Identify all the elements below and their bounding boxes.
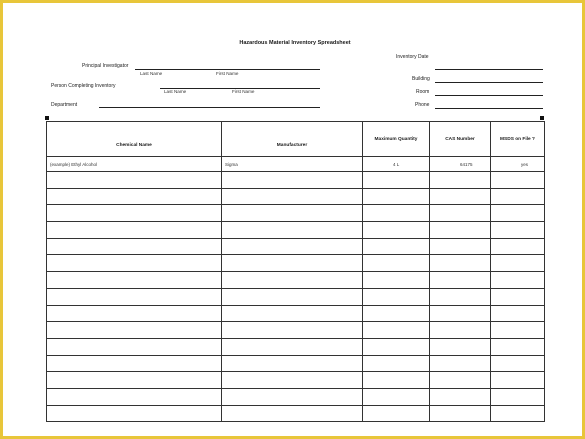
table-row	[47, 188, 545, 205]
table-cell[interactable]	[222, 205, 363, 222]
table-cell[interactable]	[430, 305, 491, 322]
table-cell[interactable]	[491, 255, 545, 272]
table-cell[interactable]	[47, 338, 222, 355]
table-cell[interactable]	[363, 372, 430, 389]
table-cell[interactable]	[47, 305, 222, 322]
table-row	[47, 172, 545, 189]
phone-label: Phone	[415, 102, 430, 108]
table-row	[47, 305, 545, 322]
table-cell[interactable]	[430, 355, 491, 372]
pc-first-name-label: First Name	[232, 89, 255, 94]
table-cell[interactable]	[491, 305, 545, 322]
table-row	[47, 255, 545, 272]
table-cell[interactable]	[491, 355, 545, 372]
corner-mark-left	[45, 116, 49, 120]
table-cell[interactable]	[430, 405, 491, 422]
table-cell[interactable]	[363, 305, 430, 322]
table-cell[interactable]	[222, 338, 363, 355]
table-cell[interactable]	[430, 222, 491, 239]
table-row	[47, 222, 545, 239]
table-cell[interactable]	[491, 388, 545, 405]
table-cell[interactable]	[491, 288, 545, 305]
pi-last-name-label: Last Name	[140, 71, 163, 76]
table-row	[47, 238, 545, 255]
table-cell[interactable]	[363, 388, 430, 405]
table-cell[interactable]	[222, 272, 363, 289]
table-cell[interactable]	[363, 205, 430, 222]
table-cell[interactable]	[430, 372, 491, 389]
department-label: Department	[51, 102, 78, 108]
col-msds-on-file: MSDS on File ?	[491, 122, 545, 157]
table-cell[interactable]	[47, 388, 222, 405]
table-cell[interactable]	[491, 405, 545, 422]
table-cell[interactable]	[47, 238, 222, 255]
table-cell[interactable]	[47, 322, 222, 339]
table-cell[interactable]	[491, 372, 545, 389]
inventory-date-label: Inventory Date	[396, 54, 429, 60]
table-cell[interactable]	[491, 238, 545, 255]
example-row	[47, 157, 545, 172]
table-cell[interactable]	[47, 355, 222, 372]
table-row	[47, 388, 545, 405]
pi-first-name-label: First Name	[216, 71, 239, 76]
table-cell[interactable]	[222, 188, 363, 205]
table-cell[interactable]	[363, 405, 430, 422]
table-row	[47, 405, 545, 422]
table-cell[interactable]	[363, 255, 430, 272]
table-row	[47, 205, 545, 222]
inventory-date-line[interactable]	[435, 69, 543, 70]
phone-line[interactable]	[435, 108, 543, 109]
table-cell[interactable]	[363, 238, 430, 255]
table-cell[interactable]	[47, 288, 222, 305]
example-cas-number: 64175	[430, 157, 491, 172]
table-cell[interactable]	[222, 388, 363, 405]
table-cell[interactable]	[47, 405, 222, 422]
table-cell[interactable]	[363, 288, 430, 305]
col-manufacturer: Manufacturer	[222, 122, 363, 157]
table-cell[interactable]	[363, 355, 430, 372]
table-cell[interactable]	[363, 272, 430, 289]
table-cell[interactable]	[430, 205, 491, 222]
table-cell[interactable]	[222, 322, 363, 339]
building-line[interactable]	[435, 82, 543, 83]
room-label: Room	[416, 89, 430, 95]
table-cell[interactable]	[222, 405, 363, 422]
principal-investigator-label: Principal Investigator	[82, 63, 129, 69]
table-header-row	[47, 122, 545, 157]
table-cell[interactable]	[47, 255, 222, 272]
table-row	[47, 338, 545, 355]
table-cell[interactable]	[491, 272, 545, 289]
inventory-table	[46, 121, 545, 422]
pi-first-name-line[interactable]	[215, 69, 320, 70]
table-cell[interactable]	[47, 272, 222, 289]
table-row	[47, 372, 545, 389]
table-cell[interactable]	[430, 255, 491, 272]
table-cell[interactable]	[363, 188, 430, 205]
table-cell[interactable]	[222, 288, 363, 305]
pi-last-name-line[interactable]	[135, 69, 215, 70]
table-cell[interactable]	[222, 372, 363, 389]
room-line[interactable]	[435, 95, 543, 96]
table-cell[interactable]	[491, 205, 545, 222]
building-label: Building	[412, 76, 430, 82]
table-cell[interactable]	[222, 222, 363, 239]
table-cell[interactable]	[47, 372, 222, 389]
table-cell[interactable]	[363, 172, 430, 189]
example-chemical-name: (example) Ethyl Alcohol	[47, 157, 222, 172]
department-line[interactable]	[99, 107, 320, 108]
table-cell[interactable]	[430, 238, 491, 255]
table-cell[interactable]	[222, 355, 363, 372]
table-cell[interactable]	[430, 188, 491, 205]
table-cell[interactable]	[222, 172, 363, 189]
table-cell[interactable]	[47, 205, 222, 222]
table-cell[interactable]	[222, 255, 363, 272]
table-row	[47, 322, 545, 339]
table-cell[interactable]	[491, 222, 545, 239]
table-cell[interactable]	[363, 222, 430, 239]
table-cell[interactable]	[47, 188, 222, 205]
table-cell[interactable]	[430, 172, 491, 189]
table-cell[interactable]	[430, 288, 491, 305]
col-maximum-quantity: Maximum Quantity	[363, 122, 430, 157]
corner-mark-right	[540, 116, 544, 120]
table-cell[interactable]	[47, 222, 222, 239]
page-title: Hazardous Material Inventory Spreadsheet	[239, 40, 351, 46]
table-row	[47, 272, 545, 289]
table-cell[interactable]	[491, 322, 545, 339]
table-cell[interactable]	[430, 338, 491, 355]
example-quantity: 4 L	[363, 157, 430, 172]
table-cell[interactable]	[47, 172, 222, 189]
example-msds: yes	[491, 157, 545, 172]
pc-last-name-label: Last Name	[164, 89, 187, 94]
table-cell[interactable]	[363, 322, 430, 339]
table-row	[47, 288, 545, 305]
person-completing-label: Person Completing Inventory	[51, 83, 116, 89]
table-cell[interactable]	[430, 322, 491, 339]
table-cell[interactable]	[430, 272, 491, 289]
table-row	[47, 355, 545, 372]
table-cell[interactable]	[222, 238, 363, 255]
table-cell[interactable]	[491, 172, 545, 189]
table-cell[interactable]	[363, 338, 430, 355]
table-cell[interactable]	[430, 388, 491, 405]
table-cell[interactable]	[491, 188, 545, 205]
col-chemical-name: Chemical Name	[47, 122, 222, 157]
table-cell[interactable]	[491, 338, 545, 355]
col-cas-number: CAS Number	[430, 122, 491, 157]
table-cell[interactable]	[222, 305, 363, 322]
example-manufacturer: Sigma	[222, 157, 363, 172]
